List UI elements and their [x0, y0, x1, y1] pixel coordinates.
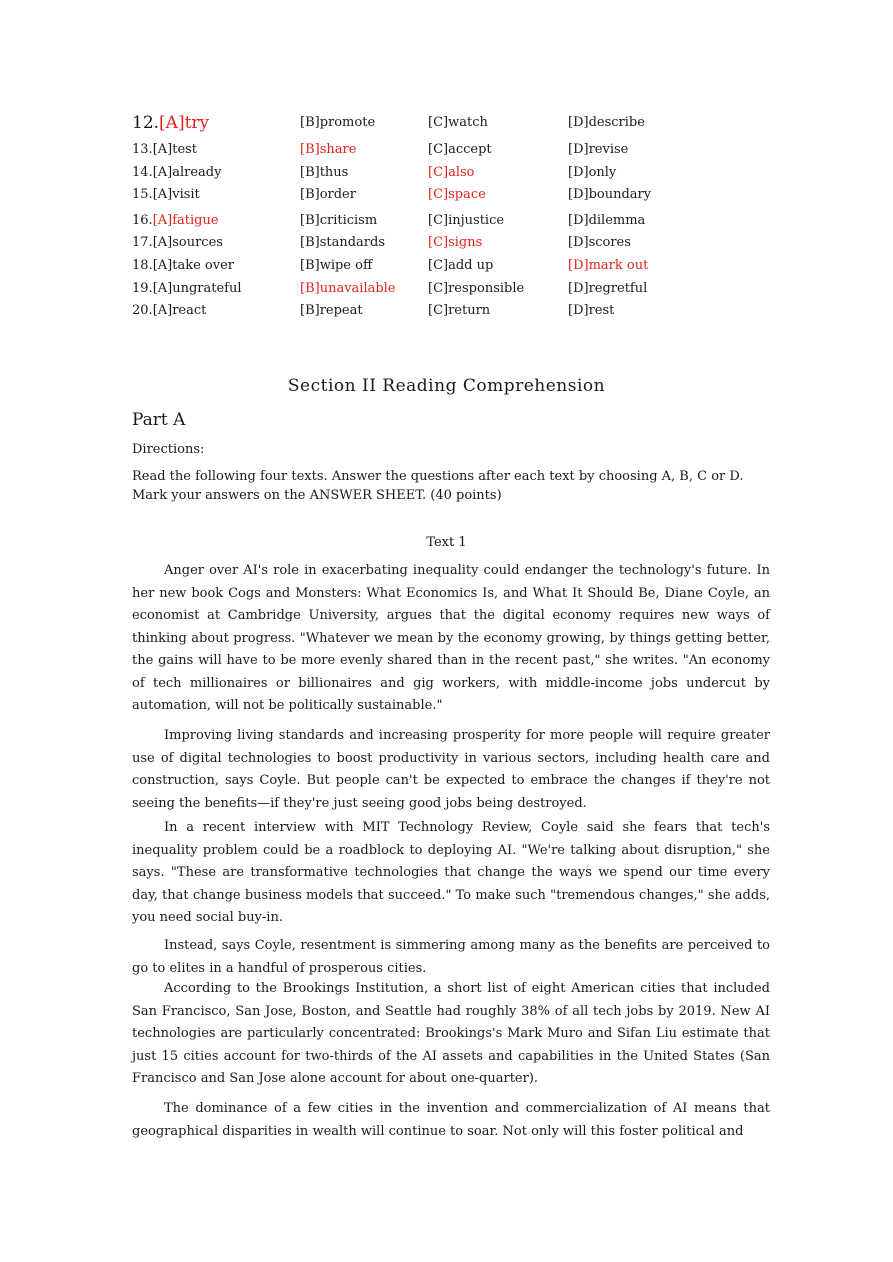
- option-d: [D]regretful: [568, 281, 648, 296]
- option-b: [B]repeat: [300, 303, 363, 318]
- option-text: [A]take over: [152, 258, 234, 273]
- section-title: Section II Reading Comprehension: [287, 376, 606, 396]
- question-number: 15.: [132, 187, 153, 202]
- option-b: [B]thus: [300, 165, 349, 180]
- option-a: [132, 279, 242, 299]
- option-b: [B]order: [300, 187, 356, 202]
- option-text: [A]already: [152, 165, 222, 180]
- question-number: 18.: [132, 258, 153, 273]
- option-b: [B]unavailable: [300, 281, 396, 296]
- option-d: [D]scores: [568, 235, 631, 250]
- option-b: [B]criticism: [300, 213, 378, 228]
- option-d: [D]dilemma: [568, 213, 646, 228]
- option-d: [D]revise: [568, 142, 629, 157]
- instructions-text: Read the following four texts. Answer the questions after each text by choosing A, B, C or D. Mark your answers on the ANSWER SHEET. (40 points): [132, 469, 744, 503]
- option-a: [132, 140, 197, 160]
- question-number: 16.: [132, 213, 153, 228]
- option-c: [C]signs: [428, 235, 483, 250]
- option-a: [132, 185, 200, 205]
- option-d: [D]only: [568, 165, 617, 180]
- option-a: [132, 211, 219, 231]
- option-text: [A]fatigue: [152, 213, 219, 228]
- answer-row: [132, 140, 772, 160]
- question-number: 20.: [132, 303, 153, 318]
- option-b: [B]share: [300, 142, 357, 157]
- option-text: [A]react: [152, 303, 207, 318]
- answer-row: [132, 113, 772, 133]
- option-c: [C]injustice: [428, 213, 505, 228]
- answer-row: [132, 185, 772, 205]
- text-title: Text 1: [426, 535, 467, 550]
- answer-row: [132, 279, 772, 299]
- option-text: [A]ungrateful: [152, 281, 242, 296]
- option-c: [C]watch: [428, 115, 488, 130]
- question-number: 13.: [132, 142, 153, 157]
- question-number: 12.: [132, 113, 160, 133]
- option-d: [D]boundary: [568, 187, 652, 202]
- option-a: [132, 233, 223, 253]
- answer-row: [132, 301, 772, 321]
- question-number: 17.: [132, 235, 153, 250]
- option-a: [132, 163, 221, 183]
- question-number: 19.: [132, 281, 153, 296]
- option-c: [C]accept: [428, 142, 492, 157]
- directions-label: Directions:: [132, 442, 205, 457]
- option-c: [C]add up: [428, 258, 494, 273]
- question-number: 14.: [132, 165, 153, 180]
- option-c: [C]also: [428, 165, 475, 180]
- paragraph-6: The dominance of a few cities in the invention and commercialization of AI means that geographical disparities in wealth will continue to soar. Not only will this foster political and: [132, 1101, 770, 1139]
- option-d: [D]describe: [568, 115, 645, 130]
- paragraph-2: Improving living standards and increasing prosperity for more people will require greater use of digital technologies to boost productivity in various sectors, including health care and construction, says Coyle. But people can't be expected to embrace the changes if they're not seeing the benefits—if they're just seeing good jobs being destroyed.: [132, 728, 770, 811]
- paragraph-3: In a recent interview with MIT Technology Review, Coyle said she fears that tech's inequality problem could be a roadblock to deploying AI. "We're talking about disruption," she says. "These are transformative technologies that change the ways we spend our time every day, that change business models that succeed." To make such "tremendous changes," she adds, you need social buy-in.: [132, 820, 770, 925]
- answer-row: [132, 211, 772, 231]
- answer-row: [132, 256, 772, 276]
- option-d: [D]mark out: [568, 258, 649, 273]
- option-b: [B]standards: [300, 235, 385, 250]
- option-text: [A]try: [159, 113, 210, 133]
- paragraph-1: Anger over AI's role in exacerbating inequality could endanger the technology's future. In her new book Cogs and Monsters: What Economics Is, and What It Should Be, Diane Coyle, an economist at Cambridge University, argues that the digital economy requires new ways of thinking about progress. "Whatever we mean by the economy growing, by things getting better, the gains will have to be more evenly shared than in the recent past," she writes. "An economy of tech millionaires or billionaires and gig workers, with middle-income jobs undercut by automation, will not be politically sustainable.": [132, 563, 770, 713]
- option-c: [C]space: [428, 187, 486, 202]
- option-a: [132, 256, 234, 276]
- option-c: [C]responsible: [428, 281, 525, 296]
- option-b: [B]wipe off: [300, 258, 373, 273]
- option-text: [A]sources: [152, 235, 223, 250]
- option-a: [132, 113, 209, 135]
- option-d: [D]rest: [568, 303, 615, 318]
- paragraph-5: According to the Brookings Institution, a short list of eight American cities that included San Francisco, San Jose, Boston, and Seattle had roughly 38% of all tech jobs by 2019. New AI technologies are particularly concentrated: Brookings's Mark Muro and Sifan Liu estimate that just 15 cities account for two-thirds of the AI assets and capabilities in the United States (San Francisco and San Jose alone account for about one-quarter).: [132, 981, 770, 1086]
- answer-row: [132, 163, 772, 183]
- option-c: [C]return: [428, 303, 491, 318]
- option-a: [132, 301, 206, 321]
- option-text: [A]visit: [152, 187, 200, 202]
- answer-row: [132, 233, 772, 253]
- paragraph-4: Instead, says Coyle, resentment is simmering among many as the benefits are perceived to go to elites in a handful of prosperous cities.: [132, 938, 770, 976]
- option-b: [B]promote: [300, 115, 376, 130]
- option-text: [A]test: [152, 142, 198, 157]
- part-heading: Part A: [132, 410, 186, 430]
